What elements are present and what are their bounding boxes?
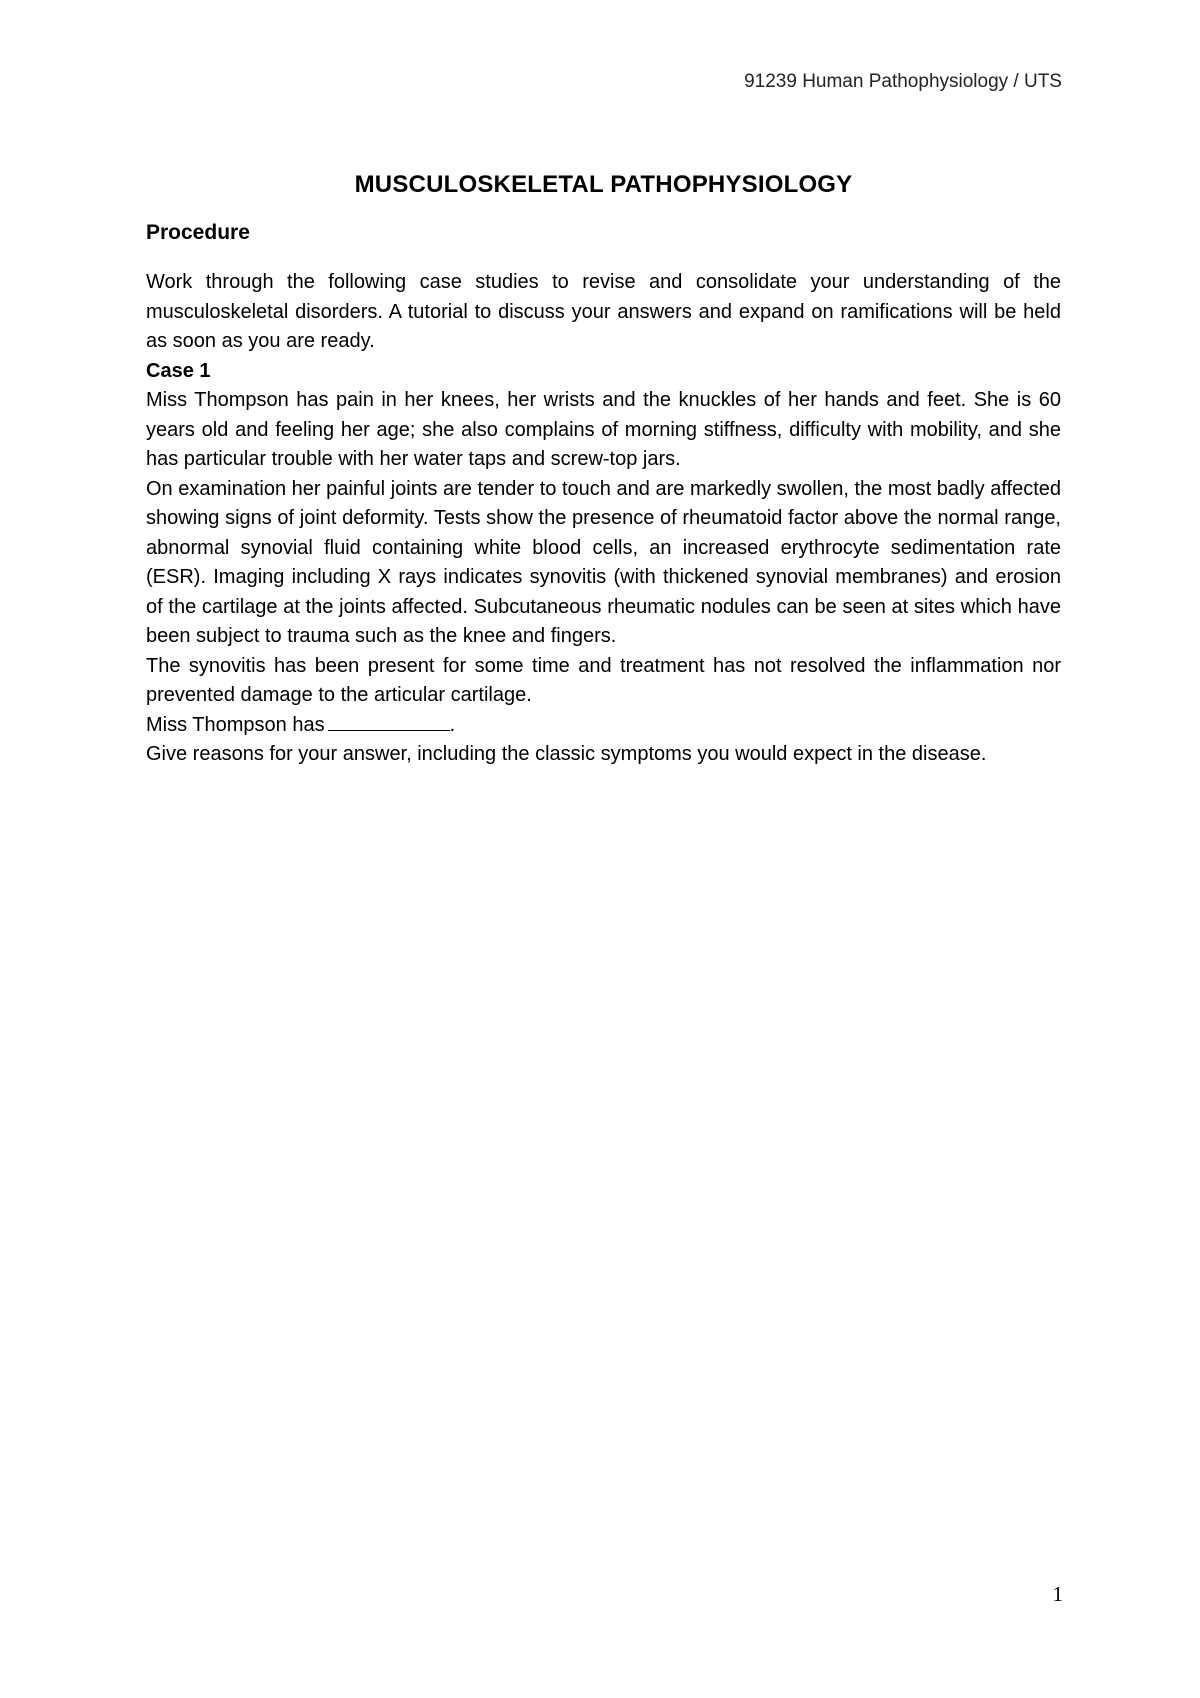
procedure-heading: Procedure	[146, 221, 250, 244]
answer-blank	[328, 712, 450, 731]
case-1-paragraph-3: The synovitis has been present for some time and treatment has not resolved the inflammation nor prevented damage to the articular cartilage.	[146, 654, 1061, 706]
case-1-paragraph-2: On examination her painful joints are tender to touch and are markedly swollen, the most badly affected showing signs of joint deformity. Tests show the presence of rheumatoid factor above the normal range, abnormal synovial fluid containing white blood cells, an increased erythrocyte sedimentation rate (ESR). Imaging including X rays indicates synovitis (with thickened synovial membranes) and erosion of the cartilage at the joints affected. Subcutaneous rheumatic nodules can be seen at sites which have been subject to trauma such as the knee and fingers.	[146, 477, 1061, 647]
procedure-text: Work through the following case studies to revise and consolidate your understanding of the musculoskeletal disorders. A tutorial to discuss your answers and expand on ramifications will be held as soon as you are ready.	[146, 271, 1061, 352]
document-title: MUSCULOSKELETAL PATHOPHYSIOLOGY	[354, 171, 853, 198]
question-prefix: Miss Thompson has	[146, 713, 325, 736]
case-1-instruction: Give reasons for your answer, including the classic symptoms you would expect in the disease.	[146, 743, 987, 765]
case-1-heading: Case 1	[146, 359, 211, 382]
page-content	[146, 170, 1061, 770]
case-1-paragraph-1: Miss Thompson has pain in her knees, her wrists and the knuckles of her hands and feet. She is 60 years old and feeling her age; she also complains of morning stiffness, difficulty with mobility, and she has particular trouble with her water taps and screw-top jars.	[146, 389, 1061, 470]
running-header: 91239 Human Pathophysiology / UTS	[744, 71, 1062, 92]
case-1-question	[146, 711, 1061, 741]
page-number: 1	[1052, 1582, 1063, 1606]
question-suffix: .	[449, 713, 456, 736]
